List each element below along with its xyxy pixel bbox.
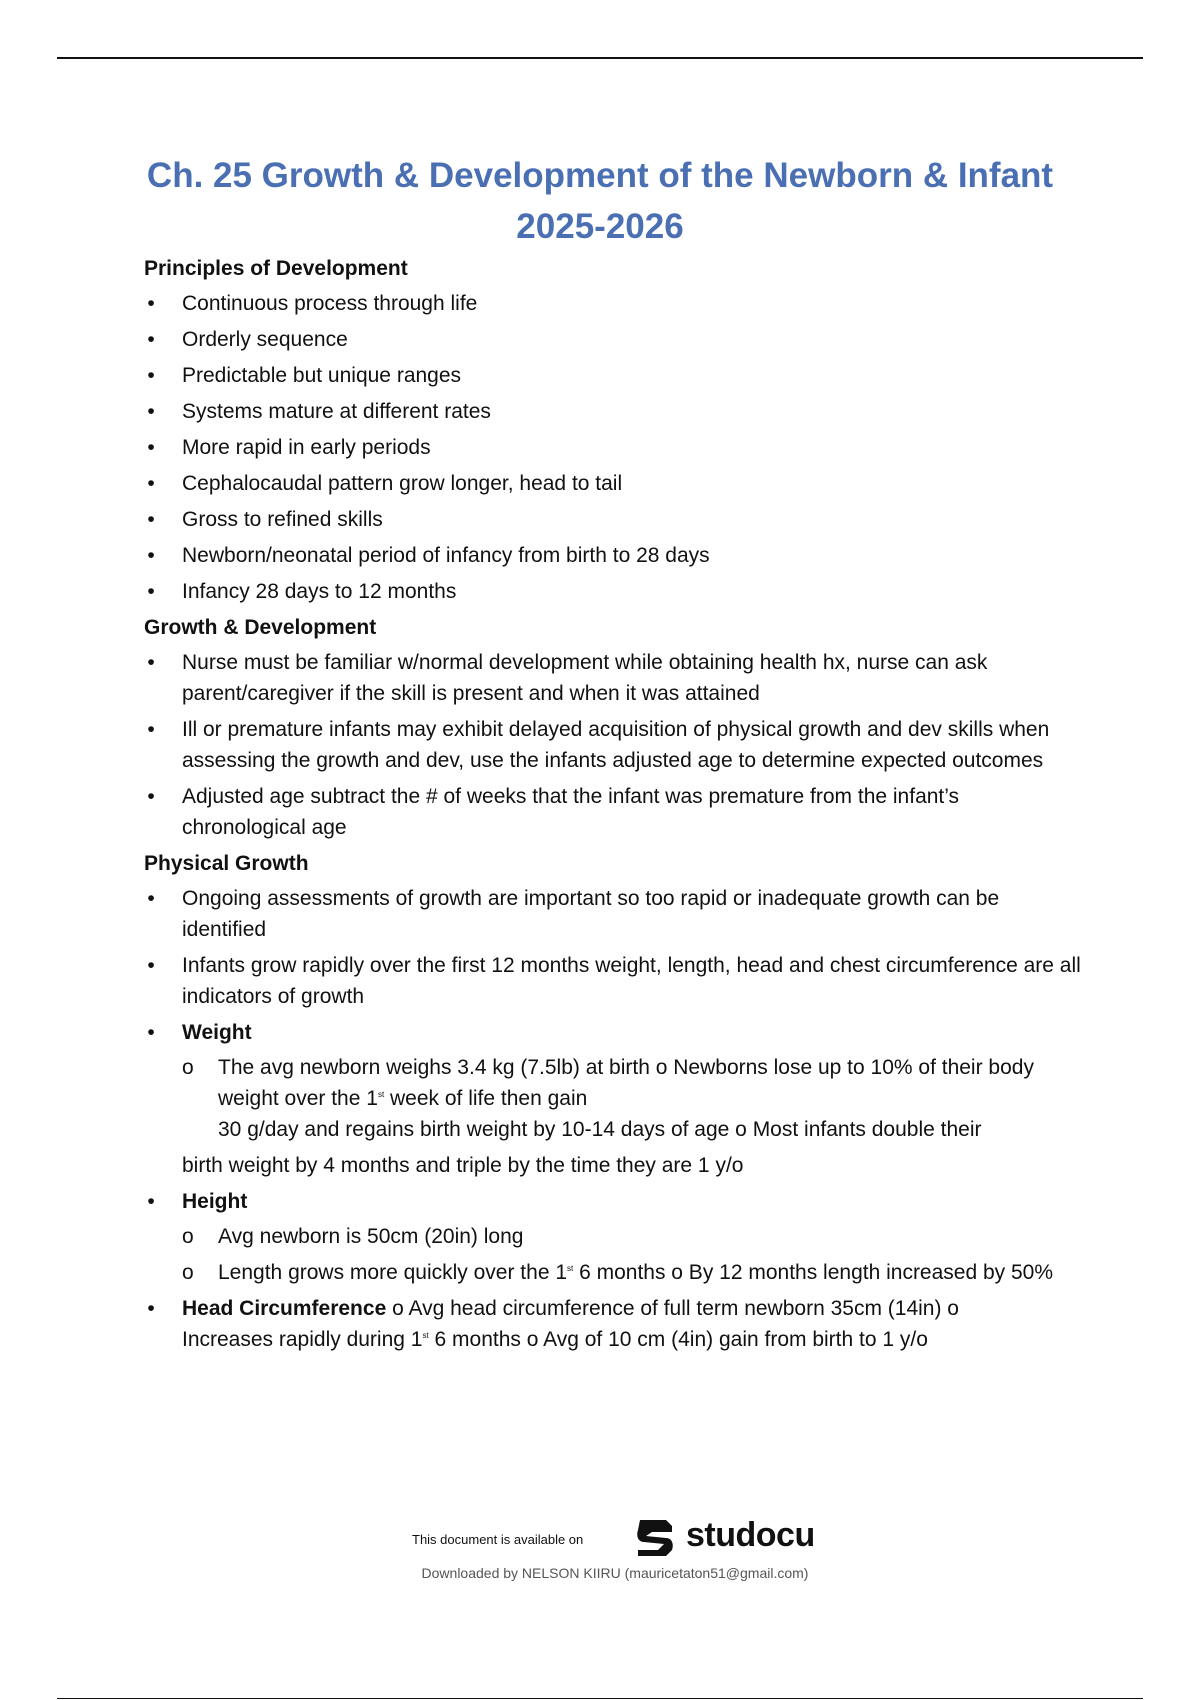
head-circumference-line-2: Increases rapidly during 1st 6 months o Avg of 10 cm (4in) gain from birth to 1 y/o xyxy=(182,1328,928,1351)
header-rule xyxy=(57,57,1143,59)
list-item: • Infants grow rapidly over the first 12 months weight, length, head and chest circumference are all indicators of growth xyxy=(144,950,1084,1012)
weight-wrap-line: birth weight by 4 months and triple by the time they are 1 y/o xyxy=(182,1154,744,1177)
physical-growth-list xyxy=(144,883,1084,1355)
sub-bullet-icon: o xyxy=(182,1225,194,1248)
title-line-2: 2025-2026 xyxy=(516,207,684,246)
list-item: • Nurse must be familiar w/normal development while obtaining health hx, nurse can ask parent/caregiver if the skill is present and when it was attained xyxy=(144,647,1084,709)
list-item: • Infancy 28 days to 12 months xyxy=(144,576,1084,607)
height-label: Height xyxy=(182,1190,248,1213)
bullet-icon: • xyxy=(147,785,155,808)
available-on-text: This document is available on xyxy=(412,1532,584,1547)
list-item: • More rapid in early periods xyxy=(144,432,1084,463)
footer-rule xyxy=(57,1698,1143,1699)
section-heading-principles: Principles of Development xyxy=(144,257,408,280)
bullet-icon: • xyxy=(147,651,155,674)
list-item: • Ill or premature infants may exhibit delayed acquisition of physical growth and dev skills when assessing the growth and dev, use the infants adjusted age to determine expected outcomes xyxy=(144,714,1084,776)
sub-list-item: o Avg newborn is 50cm (20in) long xyxy=(182,1221,1084,1252)
list-item-head-circumference: • Head Circumference o Avg head circumference of full term newborn 35cm (14in) o Increases rapidly during 1st 6 months o Avg of 10 cm (4in) gain from birth to 1 y/o xyxy=(144,1293,1084,1355)
weight-sublist xyxy=(182,1052,1084,1145)
list-item: • Predictable but unique ranges xyxy=(144,360,1084,391)
sub-list-item: o Length grows more quickly over the 1st 6 months o By 12 months length increased by 50% xyxy=(182,1257,1084,1288)
studocu-logo-text: studocu xyxy=(686,1516,815,1554)
sub-bullet-icon: o xyxy=(182,1261,194,1284)
bullet-icon: • xyxy=(147,328,155,351)
studocu-footer xyxy=(0,1512,1200,1564)
sub-bullet-icon: o xyxy=(182,1056,194,1079)
weight-label: Weight xyxy=(182,1021,252,1044)
height-sublist xyxy=(182,1221,1084,1288)
list-item: • Ongoing assessments of growth are important so too rapid or inadequate growth can be identified xyxy=(144,883,1084,945)
bullet-icon: • xyxy=(147,544,155,567)
bullet-icon: • xyxy=(147,954,155,977)
bullet-icon: • xyxy=(147,580,155,603)
list-item: • Gross to refined skills xyxy=(144,504,1084,535)
sub-list-item: o The avg newborn weighs 3.4 kg (7.5lb) at birth o Newborns lose up to 10% of their body weight over the 1st week of life then gain 30 g/day and regains birth weight by 10-14 days of age o Most infants double their xyxy=(182,1052,1084,1145)
section-heading-growth-development: Growth & Development xyxy=(144,616,377,639)
bullet-icon: • xyxy=(147,400,155,423)
bullet-icon: • xyxy=(147,436,155,459)
list-item: • Systems mature at different rates xyxy=(144,396,1084,427)
bullet-icon: • xyxy=(147,292,155,315)
list-item: • Cephalocaudal pattern grow longer, head to tail xyxy=(144,468,1084,499)
downloaded-by-text: Downloaded by NELSON KIIRU (mauricetaton51@gmail.com) xyxy=(421,1565,809,1581)
list-item-height xyxy=(144,1186,1084,1288)
list-item: • Continuous process through life xyxy=(144,288,1084,319)
bullet-icon: • xyxy=(147,718,155,741)
title-line-1: Ch. 25 Growth & Development of the Newborn & Infant xyxy=(146,156,1054,195)
bullet-icon: • xyxy=(147,887,155,910)
principles-list xyxy=(144,288,1084,607)
bullet-icon: • xyxy=(147,1297,155,1320)
list-item: • Adjusted age subtract the # of weeks that the infant was premature from the infant’s chronological age xyxy=(144,781,1084,843)
list-item: • Newborn/neonatal period of infancy from birth to 28 days xyxy=(144,540,1084,571)
list-item-weight xyxy=(144,1017,1084,1181)
growth-development-list xyxy=(144,647,1084,843)
bullet-icon: • xyxy=(147,364,155,387)
section-heading-physical-growth: Physical Growth xyxy=(144,852,309,875)
list-item: • Orderly sequence xyxy=(144,324,1084,355)
studocu-logo-icon xyxy=(632,1514,678,1560)
bullet-icon: • xyxy=(147,1190,155,1213)
head-circumference-label: Head Circumference xyxy=(182,1297,387,1320)
page-title xyxy=(60,150,1140,252)
bullet-icon: • xyxy=(147,1021,155,1044)
bullet-icon: • xyxy=(147,508,155,531)
weight-continuation: 30 g/day and regains birth weight by 10-14 days of age o Most infants double their xyxy=(218,1118,982,1141)
bullet-icon: • xyxy=(147,472,155,495)
document-body xyxy=(144,253,1084,1360)
